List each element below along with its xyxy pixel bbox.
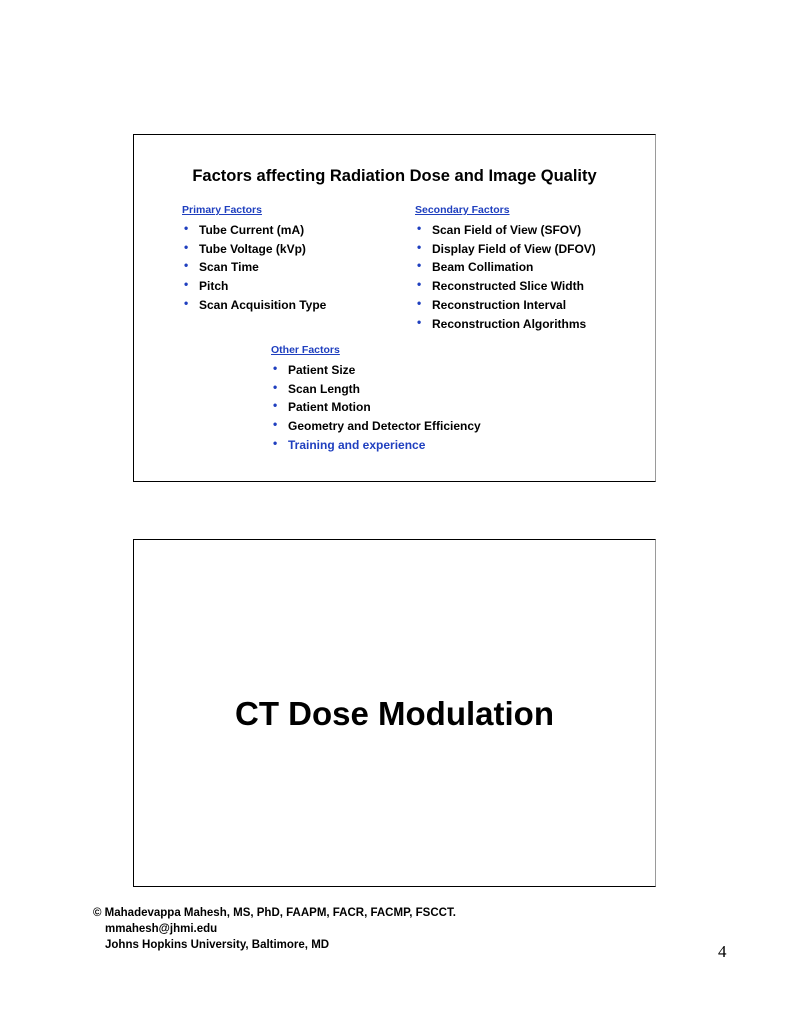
bullet-icon: • [273, 417, 278, 432]
bullet-icon: • [184, 295, 189, 310]
bullet-icon: • [417, 221, 422, 235]
other-factors-list [271, 361, 481, 455]
list-item: • Reconstruction Algorithms [417, 314, 587, 331]
bullet-icon: • [273, 361, 278, 375]
footer-credits [93, 905, 456, 953]
list-item: • Beam Collimation [417, 258, 534, 275]
list-item: • Display Field of View (DFOV) [417, 239, 596, 256]
copyright-line: © Mahadevappa Mahesh, MS, PhD, FAAPM, FACR, FACMP, FSCCT. [93, 907, 456, 919]
slide-title: CT Dose Modulation [235, 695, 554, 732]
secondary-factors-list [415, 221, 596, 333]
bullet-icon: • [184, 258, 189, 273]
primary-factors-heading: Primary Factors [182, 204, 262, 216]
list-item: • Patient Size [273, 361, 356, 377]
list-item: • Tube Voltage (kVp) [184, 239, 306, 256]
institution-line: Johns Hopkins University, Baltimore, MD [105, 939, 330, 951]
list-item: • Pitch [184, 277, 229, 294]
bullet-icon: • [184, 277, 189, 292]
list-item: • Training and experience [273, 435, 426, 452]
other-factors-group [271, 344, 481, 455]
primary-factors-group [182, 204, 326, 315]
list-item: • Scan Acquisition Type [184, 295, 327, 312]
list-item: • Scan Field of View (SFOV) [417, 221, 582, 237]
list-item: • Reconstructed Slice Width [417, 277, 584, 294]
bullet-icon: • [417, 314, 422, 329]
email-line: mmahesh@jhmi.edu [105, 923, 218, 935]
slide-title: Factors affecting Radiation Dose and Image Quality [192, 167, 597, 185]
primary-factors-list [182, 221, 326, 315]
list-item: • Patient Motion [273, 398, 371, 415]
bullet-icon: • [417, 239, 422, 254]
secondary-factors-heading: Secondary Factors [415, 204, 510, 216]
bullet-icon: • [184, 221, 189, 235]
list-item: • Scan Time [184, 258, 259, 275]
bullet-icon: • [184, 239, 189, 254]
bullet-icon: • [273, 379, 278, 394]
list-item: • Geometry and Detector Efficiency [273, 417, 481, 434]
page-number: 4 [718, 942, 727, 961]
bullet-icon: • [273, 398, 278, 413]
slide-dose-modulation [133, 539, 656, 887]
bullet-icon: • [417, 295, 422, 310]
bullet-icon: • [417, 258, 422, 273]
list-item: • Scan Length [273, 379, 361, 396]
list-item: • Tube Current (mA) [184, 221, 305, 237]
other-factors-heading: Other Factors [271, 344, 340, 356]
list-item: • Reconstruction Interval [417, 295, 567, 312]
bullet-icon: • [273, 435, 278, 450]
bullet-icon: • [417, 277, 422, 292]
slide-factors [133, 134, 656, 482]
secondary-factors-group [415, 204, 596, 333]
